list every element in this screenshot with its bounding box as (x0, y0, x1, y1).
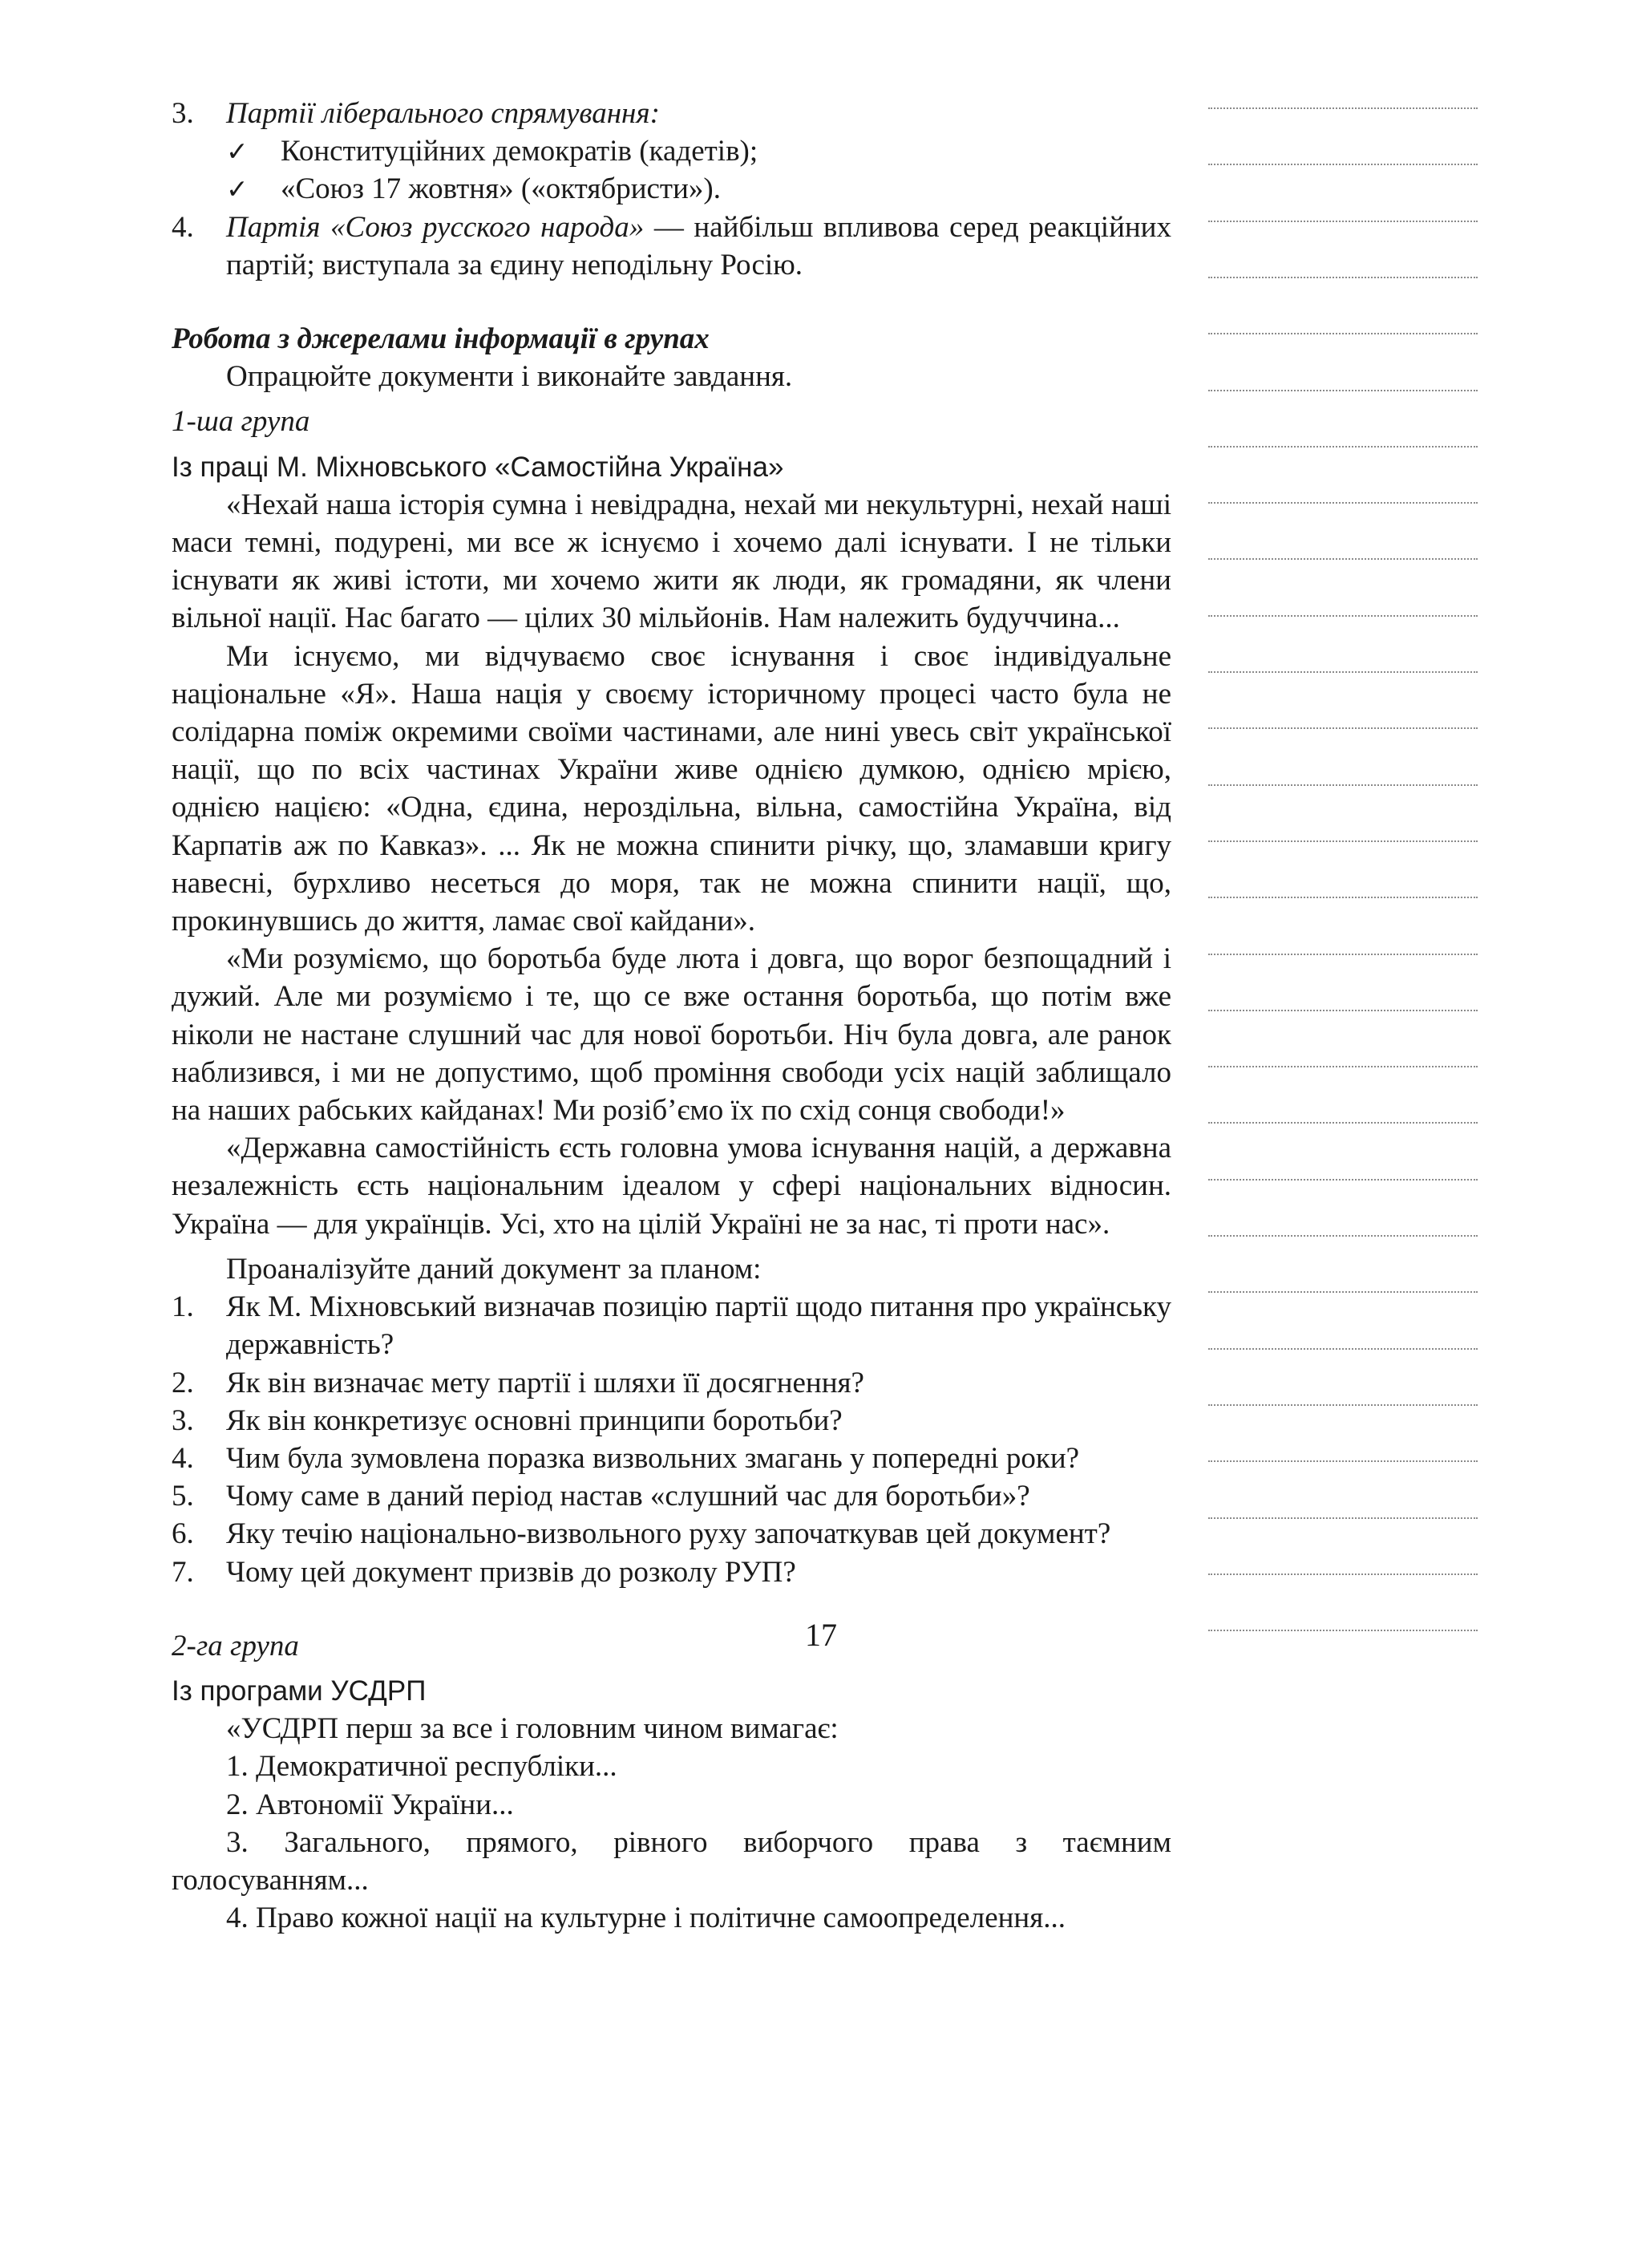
question-item (172, 1288, 1171, 1363)
note-line (1208, 1122, 1478, 1124)
note-line (1208, 615, 1478, 617)
quote-paragraph: «Нехай наша історія сумна і невідрадна, нехай ми некультурні, нехай наші маси темні, подурені, ми все ж існуємо і хочемо далі існувати. І не тільки існувати як живі істоти, ми хочемо жити як люди, як громадяни, як члени вільної нації. Нас багато — цілих 30 мільйонів. Нам належить будуччина... (172, 488, 1171, 635)
question-text: Як він конкретизує основні принципи боротьби? (226, 1403, 843, 1437)
note-line (1208, 897, 1478, 898)
note-line (1208, 107, 1478, 109)
checklist-item-text: «Союз 17 жовтня» («октябристи»). (281, 172, 721, 206)
check-icon: ✓ (226, 173, 249, 205)
list-number: 4. (172, 210, 194, 244)
question-text: Як він визначає мету партії і шляхи її досягнення? (226, 1366, 864, 1399)
note-line (1208, 502, 1478, 504)
group-1-source: Із праці М. Міхновського «Самостійна Україна» (172, 451, 784, 483)
note-line (1208, 1573, 1478, 1575)
question-number: 5. (172, 1480, 194, 1513)
quote-paragraph: «Ми розуміємо, що боротьба буде люта і довга, що ворог безпощадний і дужий. Але ми розуміємо і те, що се вже остання боротьба, що потім вже ніколи не настане слушний час для нової боротьби. Ніч була довга, але ранок наблизився, і ми не допустимо, щоб проміння свободи усіх націй заблищало на наших рабських кайданах! Ми розіб’ємо їх по схід сонця свободи!» (172, 942, 1171, 1128)
plan-intro: Проаналізуйте даний документ за планом: (226, 1252, 762, 1286)
list-item-4 (172, 209, 1171, 284)
question-item (172, 1477, 1171, 1515)
list-item-text: — найбільш впливова серед реакційних партій; виступала за єдину неподільну Росію. (226, 210, 1171, 281)
question-number: 7. (172, 1555, 194, 1589)
note-line (1208, 1348, 1478, 1350)
question-text: Яку течію національно-визвольного руху започаткував цей документ? (226, 1517, 1111, 1551)
program-paragraph: 4. Право кожної нації на культурне і політичне самоопределення... (226, 1901, 1066, 1935)
note-line (1208, 1066, 1478, 1067)
group-1-label: 1-ша група (172, 405, 310, 439)
note-line (1208, 277, 1478, 278)
program-paragraph: 2. Автономії України... (226, 1788, 514, 1821)
question-item (172, 1440, 1171, 1477)
note-line (1208, 1235, 1478, 1237)
note-line (1208, 333, 1478, 334)
list-item-title: Партії ліберального спрямування: (226, 97, 660, 130)
question-number: 1. (172, 1290, 194, 1324)
note-line (1208, 558, 1478, 560)
notes-lines-column (1208, 0, 1478, 2268)
note-line (1208, 1517, 1478, 1519)
question-item (172, 1402, 1171, 1440)
list-item-3 (172, 95, 1171, 132)
note-line (1208, 221, 1478, 222)
quote-paragraph: Ми існуємо, ми відчуваємо своє існування і своє індивідуальне національне «Я». Наша нація у своєму історичному процесі часто була не солідарна поміж окремими своїми частинами, але нині увесь світ української нації, що по всіх частинах України живе однією думкою, однією мрією, однією нацією: «Одна, єдина, нероздільна, вільна, самостійна Україна, від Карпатів аж по Кавказ». ... Як не можна спинити річку, що, зламавши кригу навесні, бурхливо несеться до моря, так не можна спинити нації, що, прокинувшись до життя, ламає свої кайдани». (172, 639, 1171, 938)
list-item-title: Партія «Союз русского народа» (226, 210, 645, 244)
question-number: 2. (172, 1366, 194, 1399)
note-line (1208, 1291, 1478, 1293)
check-icon: ✓ (226, 136, 249, 168)
note-line (1208, 446, 1478, 448)
group-2-label: 2-га група (172, 1629, 299, 1663)
note-line (1208, 671, 1478, 673)
question-text: Чим була зумовлена поразка визвольних змагань у попередні роки? (226, 1441, 1080, 1475)
note-line (1208, 390, 1478, 391)
question-item (172, 1515, 1171, 1553)
question-text: Чому саме в даний період настав «слушний час для боротьби»? (226, 1480, 1030, 1513)
program-paragraph: «УСДРП перш за все і головним чином вимагає: (226, 1712, 839, 1746)
question-text: Чому цей документ призвів до розколу РУП? (226, 1555, 796, 1589)
section-instruction: Опрацюйте документи і виконайте завдання. (226, 360, 793, 394)
question-text: Як М. Міхновський визначав позицію партії щодо питання про українську державність? (226, 1290, 1171, 1362)
note-line (1208, 784, 1478, 786)
note-line (1208, 1460, 1478, 1462)
list-number: 3. (172, 97, 194, 130)
section-heading: Робота з джерелами інформації в групах (172, 322, 710, 356)
note-line (1208, 1630, 1478, 1631)
note-line (1208, 954, 1478, 955)
quote-paragraph: «Державна самостійність єсть головна умова існування націй, а державна незалежність єсть національним ідеалом у сфері національних відносин. Україна — для українців. Усі, хто на цілій Україні не за нас, ті проти нас». (172, 1132, 1171, 1241)
main-text-column (172, 95, 1171, 1937)
note-line (1208, 1404, 1478, 1406)
question-item (172, 1553, 1171, 1591)
checklist-item (172, 132, 1171, 170)
checklist-item-text: Конституційних демократів (кадетів); (281, 135, 758, 168)
note-line (1208, 727, 1478, 729)
checklist-item (172, 170, 1171, 208)
note-line (1208, 1010, 1478, 1011)
question-number: 4. (172, 1441, 194, 1475)
question-number: 3. (172, 1403, 194, 1437)
note-line (1208, 840, 1478, 842)
page-number: 17 (805, 1617, 837, 1653)
group-2-source: Із програми УСДРП (172, 1675, 427, 1707)
note-line (1208, 1179, 1478, 1181)
question-number: 6. (172, 1517, 194, 1551)
question-item (172, 1364, 1171, 1402)
note-line (1208, 164, 1478, 165)
program-paragraph: 3. Загального, прямого, рівного виборчого права з таємним голосуванням... (172, 1825, 1171, 1897)
program-paragraph: 1. Демократичної республіки... (226, 1750, 617, 1784)
